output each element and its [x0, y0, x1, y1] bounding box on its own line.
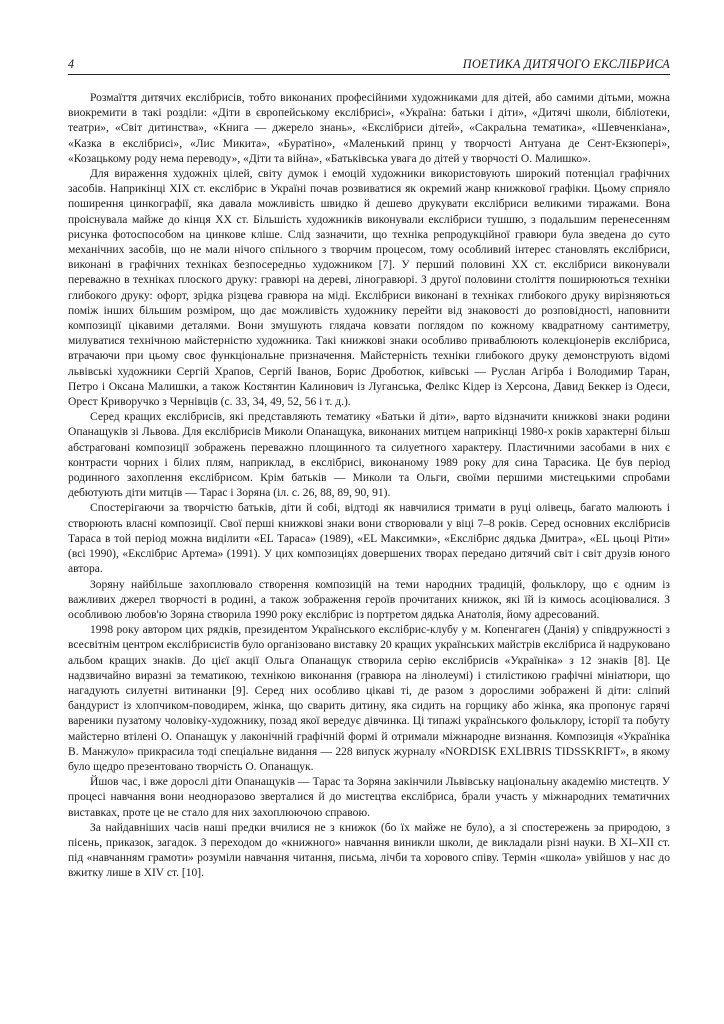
paragraph: Розмаїття дитячих екслібрисів, тобто виконаних професійними художниками для дітей, або самими дітьми, можна виокремити в такі розділи: «Діти в європейському екслібрисі», «Україна: батьки і діти», «Дитячі школи, бібліотеки, театри», «Світ дитинства», «Книга — джерело знань», «Екслібриси дітей», «Сакральна тематика», «Шевченкіана», «Казка в екслібрисі», «Лис Микита», «Буратіно», «Маленький принц у творчості Антуана де Сент-Екзюпері», «Козацькому роду нема переводу», «Діти та війна», «Батьківська увага до дітей у творчості О. Малишко». [68, 92, 670, 165]
page-number: 4 [68, 57, 75, 71]
paragraph: Для вираження художніх цілей, світу думок і емоцій художники використовують широкий потенціал графічних засобів. Наприкінці XIX ст. екслібрис в Україні почав розвиватися як окремий жанр книжкової графіки. Цьому сприяло поширення цинкографії, яка давала можливість швидко й дешево друкувати екслібриси великими тиражами. Вона проіснувала майже до кінця XX ст. Більшість художників виконували екслібриси тушшю, з подальшим перенесенням рисунка фотоспособом на цинкове кліше. Слід зазначити, що техніка репродукційної гравюри була зведена до суто механічних засобів, що не мали нічого спільного з творчим процесом, тому особливий інтерес становлять екслібриси, виконані в графічних техніках безпосередньо художником [7]. У перший половині XX ст. екслібриси виконували переважно в техніках плоского друку: гравюрі на дереві, ліногравюрі. З другої половини століття поширюються техніки глибокого друку: офорт, зрідка різцева гравюра на міді. Екслібриси виконані в техніках глибокого друку вирізняються поміж інших більшим розміром, що дає можливість художнику перейти від знаковості до розповідності, наповнити композиції цікавими деталями. Вони змушують глядача ковзати поглядом по кожному квадратному сантиметру, милуватися технічною майстерністю художника. Такі книжкові знаки особливо приваблюють колекціонерів екслібриса, втрачаючи при цьому своє функціональне призначення. Майстерність техніки глибокого друку демонструють відомі львівські художники Сергій Храпов, Сергій Іванов, Борис Дроботюк, київські — Руслан Агірба і Володимир Таран, Петро і Оксана Малишки, а також Костянтин Калинович із Луганська, Фелікс Кідер із Херсона, Давид Беккер із Одеси, Орест Криворучко з Чернівців (с. 33, 34, 49, 52, 56 і т. д.). [68, 168, 670, 409]
running-title: ПОЕТИКА ДИТЯЧОГО ЕКСЛІБРИСА [462, 57, 670, 71]
paragraph: Серед кращих екслібрисів, які представляють тематику «Батьки й діти», варто відзначити книжкові знаки родини Опанащуків зі Львова. Для екслібрисів Миколи Опанащука, виконаних митцем наприкінці 1980-х років характерні більш абстраговані композиції зображень переважно площинного та силуетного характеру. Пластичними засобами в них є контрасти чорних і білих плям, наприклад, в екслібрисі, виконаному 1989 року для сина Тарасика. Це був період родинного захоплення екслібрисом. Крім батьків — Миколи та Ольги, своїми першими мистецькими спробами дебютують діти митців — Тарас і Зоряна (іл. с. 26, 88, 89, 90, 91). [68, 411, 670, 500]
running-header [68, 56, 670, 75]
paragraph: За найдавніших часів наші предки вчилися не з книжок (бо їх майже не було), а зі спостережень за природою, з пісень, приказок, загадок. З переходом до «книжного» навчання виникли школи, де викладали різні науки. В XI–XII ст. під «навчанням грамоти» розуміли навчання читання, письма, лічби та хорового співу. Термін «школа» увійшов у нас до вжитку лише в XIV ст. [10]. [68, 821, 670, 880]
paragraph: 1998 року автором цих рядків, президентом Українського екслібрис-клубу у м. Копенгаген (Данія) у співдружності з всесвітнім центром екслібрисистів було організовано виставку 20 кращих українських майстрів екслібриса й надруковано альбом кращих знаків. До цієї акції Ольга Опанащук створила серію екслібрисів «Україніка» з 12 знаків [8]. Це надзвичайно виразні за тематикою, технікою виконання (гравюра на лінолеумі) і стилістикою графічні мініатюри, що нагадують силуетні витинанки [9]. Серед них особливо цікаві ті, де разом з дорослими зображені й діти: сліпий бандурист із хлопчиком-поводирем, жінка, що сварить дитину, яка сидить на горщику або жінка, яка пропонує гарячі вареники пузатому чоловіку-художнику, позад якої вередує дівчинка. Ці типажі українського фольклору, історії та побуту майстерно втілені О. Опанащук у лаконічній графічній формі й отримали міжнародне визнання. Композиція «Україніка В. Манжуло» прикрасила тоді спеціальне видання — 228 випуск журналу «NORDISK EXLIBRIS TIDSSKRIFT», в якому було щедро презентовано творчість О. Опанащук. [68, 624, 670, 773]
paragraph: Йшов час, і вже дорослі діти Опанащуків — Тарас та Зоряна закінчили Львівську національну академію мистецтв. У процесі навчання вони неодноразово зверталися й до мистецтва екслібриса, брали участь у міжнародних тематичних виставках, проте це не стало для них захоплюючою справою. [68, 776, 670, 819]
paragraph: Спостерігаючи за творчістю батьків, діти й собі, відтоді як навчилися тримати в руці олівець, багато малюють і створюють власні композиції. Свої перші книжкові знаки вони створювали у віці 7–8 років. Серед основних екслібрисів Тараса в той період можна виділити «EL Тараса» (1989), «EL Максимки», «Екслібрис дядька Дмитра», «EL цьоці Ріти» (всі 1990), «Екслібрис Артема» (1991). У цих композиціях довершених творах передано дитячий світ і світ друзів юного автора. [68, 502, 670, 576]
paragraph: Зоряну найбільше захоплювало створення композицій на теми народних традицій, фольклору, що є одним із важливих джерел творчості в родині, а також зображення героїв прочитаних книжок, які їй із кимось асоціювалися. З особливою любов'ю Зоряна створила 1990 року екслібрис із портретом дядька Анатолія, йому адресований. [68, 578, 670, 621]
body-text [68, 91, 670, 882]
